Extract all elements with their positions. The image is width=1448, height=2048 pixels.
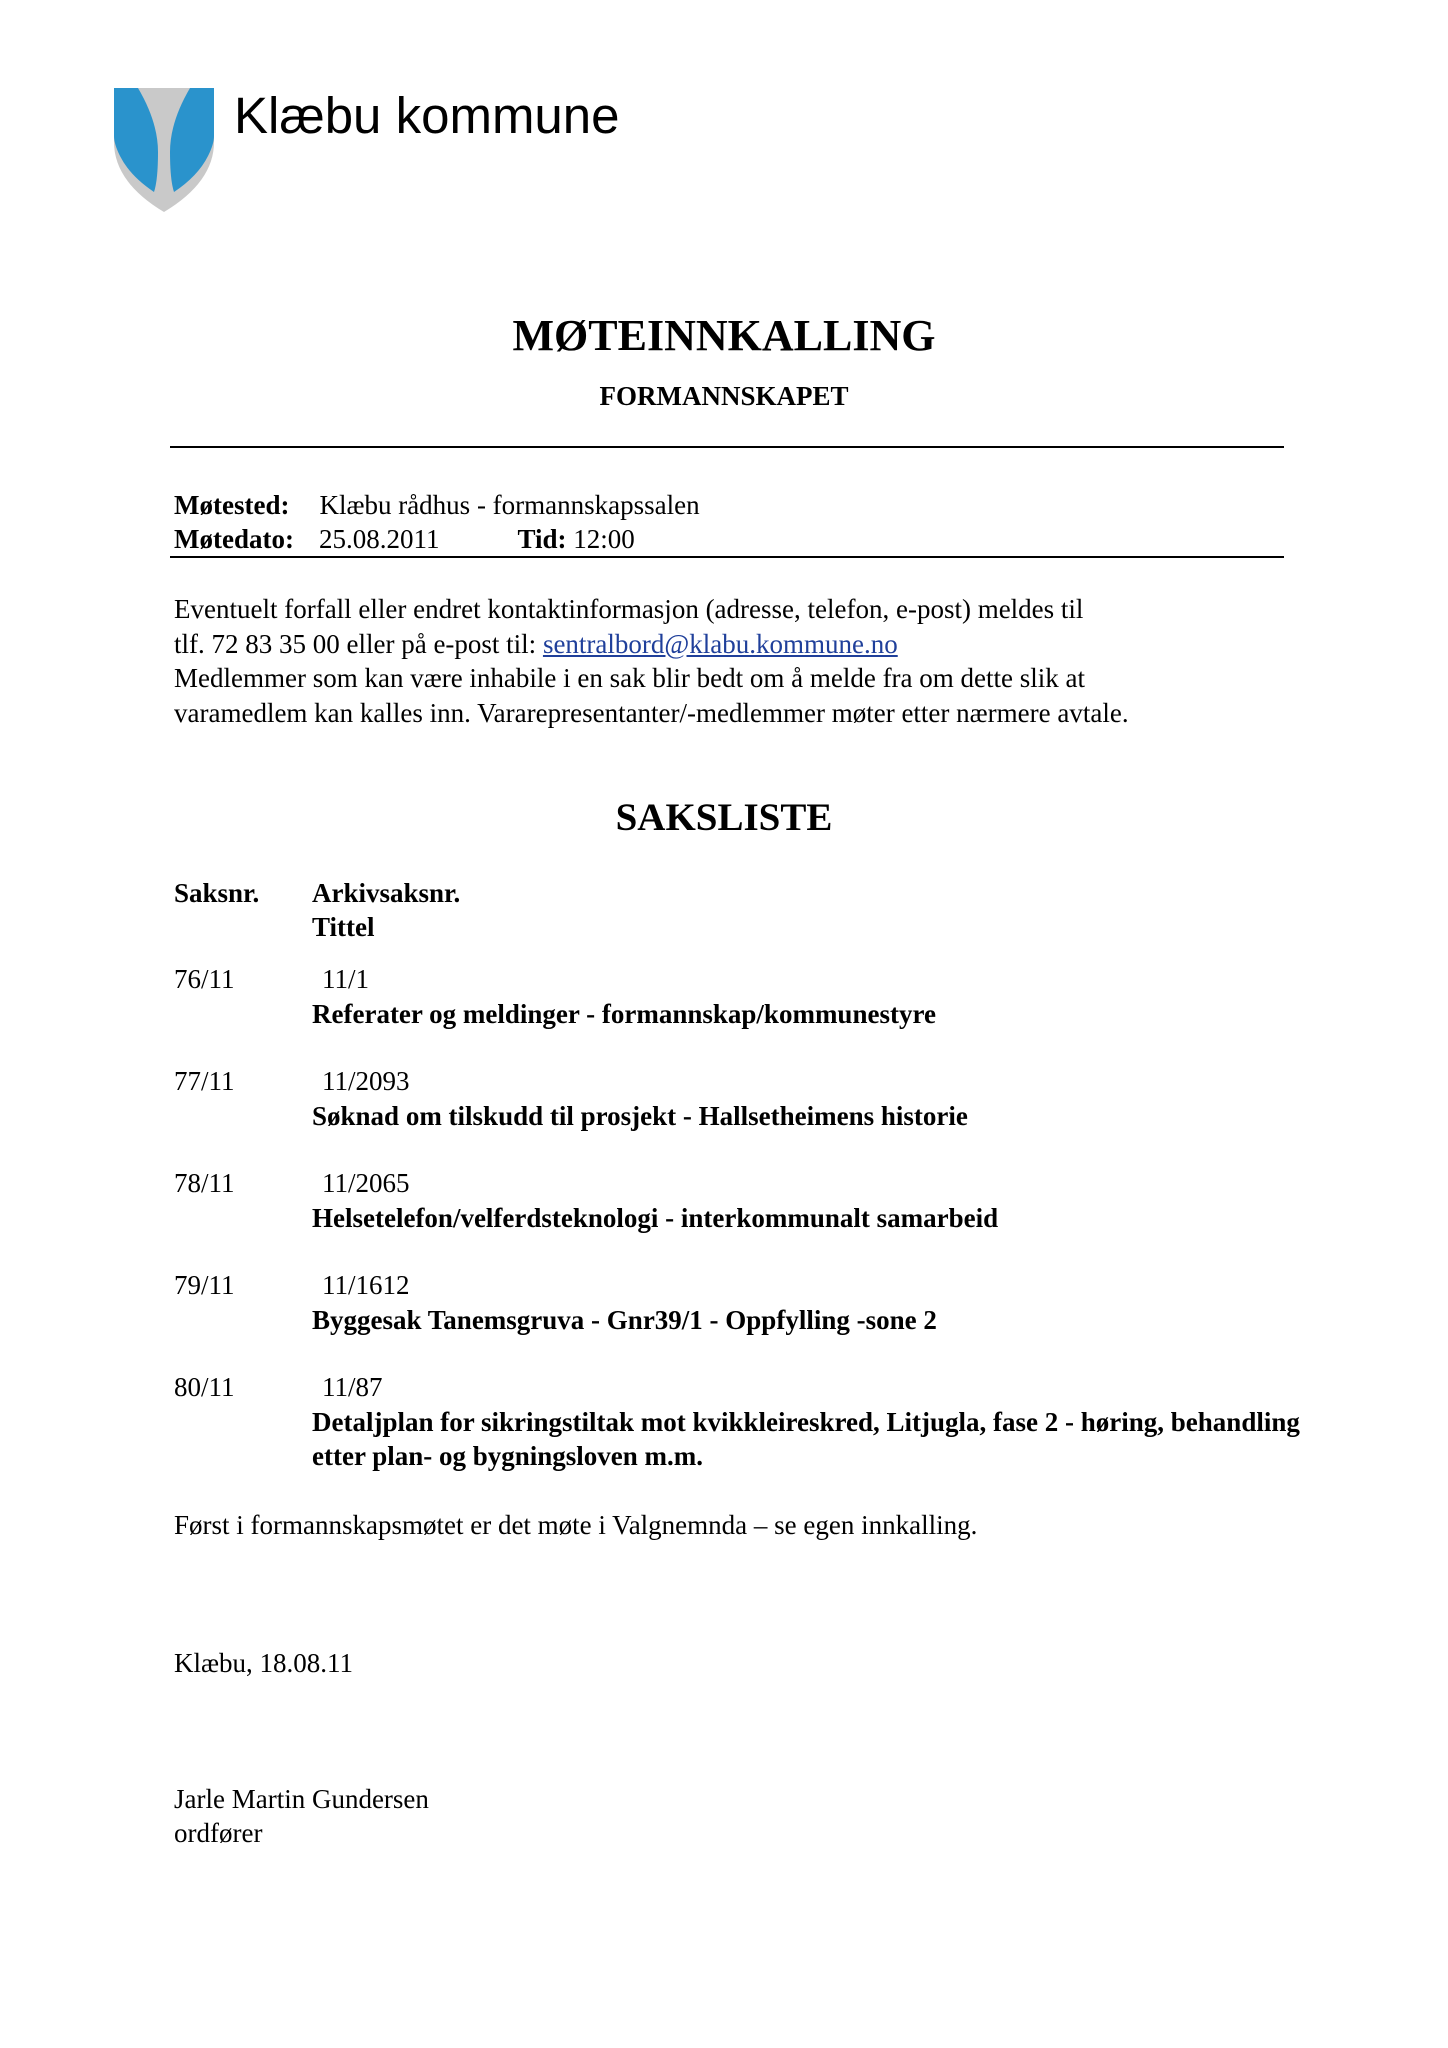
meeting-time-label: Tid: bbox=[517, 524, 567, 554]
email-link[interactable]: sentralbord@klabu.kommune.no bbox=[542, 628, 898, 659]
meeting-place-row bbox=[174, 488, 700, 522]
notice-line-1: Eventuelt forfall eller endret kontaktinformasjon (adresse, telefon, e-post) meldes til bbox=[174, 594, 1084, 624]
meeting-place-value: Klæbu rådhus - formannskapssalen bbox=[319, 490, 700, 520]
agenda-item-arkiv: 11/2065 bbox=[322, 1168, 410, 1198]
agenda-item-saksnr: 80/11 bbox=[174, 1372, 235, 1402]
meeting-time-value: 12:00 bbox=[573, 524, 635, 554]
column-header-saksnr: Saksnr. bbox=[174, 878, 260, 908]
agenda-item-title: Søknad om tilskudd til prosjekt - Hallsetheimens historie bbox=[312, 1100, 968, 1131]
agenda-item-arkiv: 11/1612 bbox=[322, 1270, 410, 1300]
agenda-item-title: Detaljplan for sikringstiltak mot kvikkleireskred, Litjugla, fase 2 - høring, behandling etter plan- og bygningsloven m.m. bbox=[312, 1406, 1300, 1471]
place-date: Klæbu, 18.08.11 bbox=[174, 1648, 354, 1678]
column-header-tittel: Tittel bbox=[312, 912, 375, 942]
agenda-item-arkiv: 11/1 bbox=[322, 964, 369, 994]
column-header-arkiv: Arkivsaksnr. bbox=[312, 878, 461, 908]
meeting-date-label: Møtedato: bbox=[174, 524, 294, 554]
notice-paragraph bbox=[174, 592, 1284, 730]
meeting-place-label: Møtested: bbox=[174, 490, 290, 520]
agenda-item-saksnr: 76/11 bbox=[174, 964, 235, 994]
organization-name: Klæbu kommune bbox=[234, 87, 620, 144]
agenda-item-saksnr: 77/11 bbox=[174, 1066, 235, 1096]
agenda-item-title: Byggesak Tanemsgruva - Gnr39/1 - Oppfylling -sone 2 bbox=[312, 1304, 937, 1335]
agenda-item-saksnr: 79/11 bbox=[174, 1270, 235, 1300]
meeting-date-row bbox=[174, 522, 635, 556]
meeting-date-value: 25.08.2011 bbox=[318, 524, 440, 554]
notice-line-2 bbox=[174, 627, 1284, 662]
document-title: MØTEINNKALLING bbox=[512, 311, 936, 360]
municipality-coat-of-arms-icon bbox=[112, 86, 216, 214]
divider-top bbox=[170, 446, 1284, 448]
divider-bottom bbox=[170, 556, 1284, 558]
agenda-item-saksnr: 78/11 bbox=[174, 1168, 235, 1198]
agenda-item-title: Helsetelefon/velferdsteknologi - interkommunalt samarbeid bbox=[312, 1202, 999, 1233]
agenda-item-arkiv: 11/87 bbox=[322, 1372, 383, 1402]
notice-line-3: Medlemmer som kan være inhabile i en sak blir bedt om å melde fra om dette slik at bbox=[174, 663, 1085, 693]
signer-title: ordfører bbox=[174, 1818, 263, 1848]
agenda-title: SAKSLISTE bbox=[615, 796, 833, 839]
notice-phone-text: tlf. 72 83 35 00 eller på e-post til: bbox=[174, 628, 543, 659]
agenda-item-title: Referater og meldinger - formannskap/kommunestyre bbox=[312, 998, 936, 1029]
footer-note: Først i formannskapsmøtet er det møte i Valgnemnda – se egen innkalling. bbox=[174, 1510, 978, 1540]
notice-line-4: varamedlem kan kalles inn. Vararepresentanter/-medlemmer møter etter nærmere avtale. bbox=[174, 697, 1129, 728]
document-subtitle: FORMANNSKAPET bbox=[599, 381, 849, 411]
signer-name: Jarle Martin Gundersen bbox=[174, 1784, 429, 1814]
agenda-item-arkiv: 11/2093 bbox=[322, 1066, 410, 1096]
